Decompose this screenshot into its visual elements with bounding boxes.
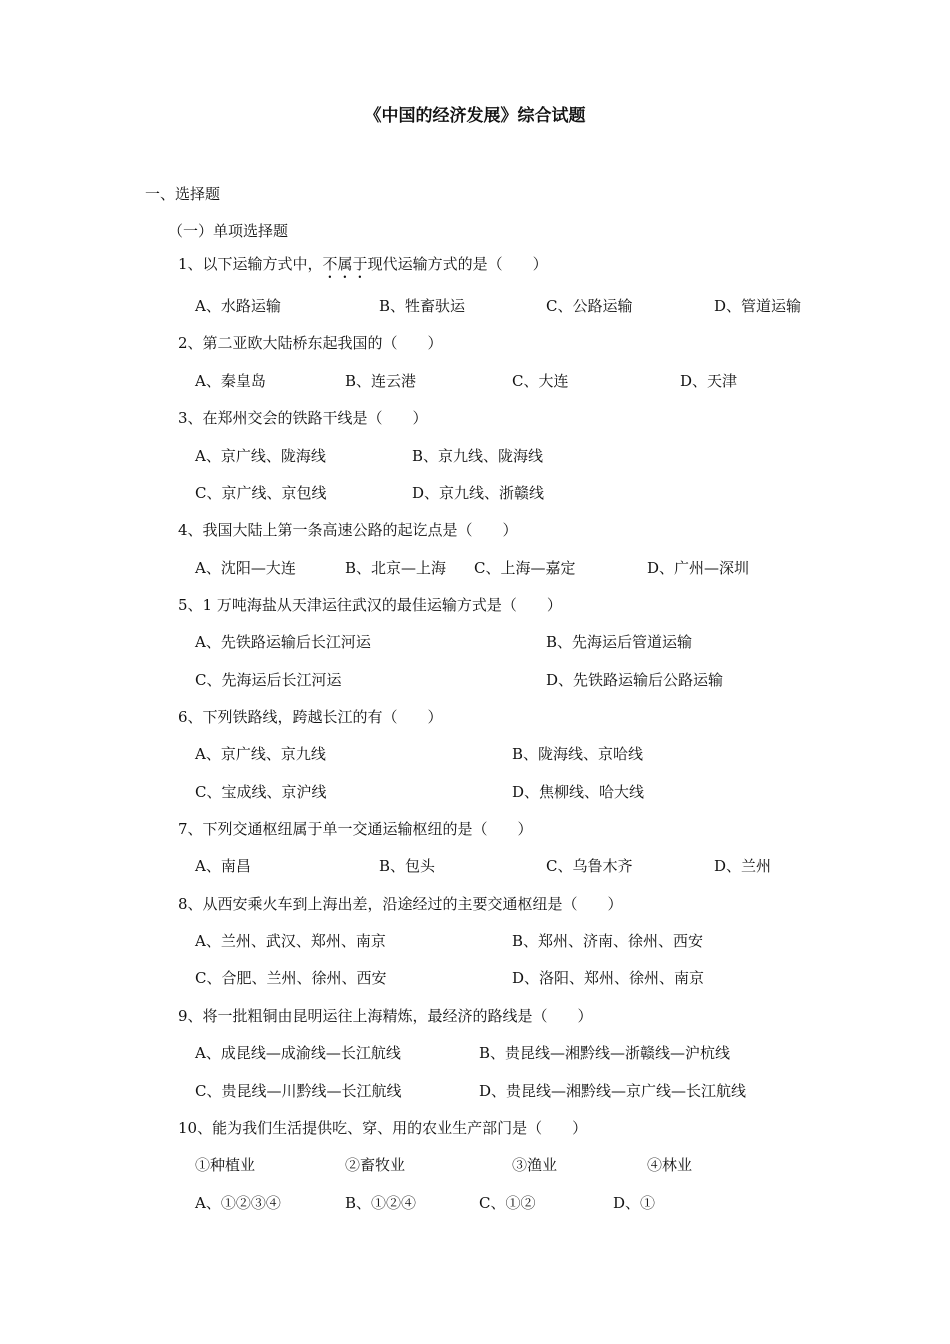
question-6-option-d: D、焦柳线、哈大线	[512, 783, 645, 801]
question-6-stem: 6、下列铁路线，跨越长江的有（ ）	[178, 708, 443, 726]
question-2-option-a: A、秦皇岛	[195, 372, 266, 390]
question-4-option-a: A、沈阳—大连	[195, 559, 296, 577]
question-4-stem: 4、我国大陆上第一条高速公路的起讫点是（ ）	[178, 521, 518, 539]
page-title: 《中国的经济发展》综合试题	[364, 106, 586, 126]
question-1-option-d: D、管道运输	[714, 297, 802, 315]
question-5-option-a: A、先铁路运输后长江河运	[195, 633, 371, 651]
question-9-option-b: B、贵昆线—湘黔线—浙赣线—沪杭线	[479, 1044, 731, 1062]
emphasis-text: 不属于	[322, 255, 368, 273]
question-4-option-c: C、上海—嘉定	[474, 559, 576, 577]
section-heading: 一、选择题	[145, 185, 221, 203]
question-10-item-2: ②畜牧业	[345, 1156, 406, 1174]
question-5-stem: 5、1 万吨海盐从天津运往武汉的最佳运输方式是（ ）	[178, 596, 562, 614]
question-6-option-c: C、宝成线、京沪线	[195, 783, 327, 801]
question-9-option-d: D、贵昆线—湘黔线—京广线—长江航线	[479, 1082, 747, 1100]
question-10-option-d: D、①	[613, 1194, 656, 1212]
question-7-option-c: C、乌鲁木齐	[546, 857, 633, 875]
question-3-option-c: C、京广线、京包线	[195, 484, 327, 502]
question-2-stem: 2、第二亚欧大陆桥东起我国的（ ）	[178, 334, 443, 352]
question-9-stem: 9、将一批粗铜由昆明运往上海精炼，最经济的路线是（ ）	[178, 1007, 593, 1025]
question-10-item-4: ④林业	[647, 1156, 693, 1174]
question-8-stem: 8、从西安乘火车到上海出差，沿途经过的主要交通枢纽是（ ）	[178, 895, 623, 913]
question-8-option-d: D、洛阳、郑州、徐州、南京	[512, 969, 705, 987]
question-10-option-b: B、①②④	[345, 1194, 417, 1212]
question-8-option-a: A、兰州、武汉、郑州、南京	[195, 932, 386, 950]
question-3-option-a: A、京广线、陇海线	[195, 447, 326, 465]
question-6-option-b: B、陇海线、京哈线	[512, 745, 644, 763]
question-9-option-c: C、贵昆线—川黔线—长江航线	[195, 1082, 402, 1100]
question-7-option-d: D、兰州	[714, 857, 772, 875]
question-4-option-d: D、广州—深圳	[647, 559, 750, 577]
question-3-option-b: B、京九线、陇海线	[412, 447, 544, 465]
question-3-option-d: D、京九线、浙赣线	[412, 484, 545, 502]
question-8-option-b: B、郑州、济南、徐州、西安	[512, 932, 704, 950]
question-7-stem: 7、下列交通枢纽属于单一交通运输枢纽的是（ ）	[178, 820, 533, 838]
question-2-option-c: C、大连	[512, 372, 569, 390]
question-7-option-b: B、包头	[379, 857, 436, 875]
question-2-option-b: B、连云港	[345, 372, 417, 390]
question-7-option-a: A、南昌	[195, 857, 251, 875]
question-6-option-a: A、京广线、京九线	[195, 745, 326, 763]
question-2-option-d: D、天津	[680, 372, 738, 390]
question-1-option-b: B、牲畜驮运	[379, 297, 466, 315]
subsection-heading: （一）单项选择题	[168, 222, 289, 240]
question-10-stem: 10、能为我们生活提供吃、穿、用的农业生产部门是（ ）	[178, 1119, 588, 1137]
question-10-item-1: ①种植业	[195, 1156, 256, 1174]
question-3-stem: 3、在郑州交会的铁路干线是（ ）	[178, 409, 428, 427]
question-10-item-3: ③渔业	[512, 1156, 558, 1174]
question-10-option-c: C、①②	[479, 1194, 536, 1212]
question-4-option-b: B、北京—上海	[345, 559, 447, 577]
question-1-option-c: C、公路运输	[546, 297, 633, 315]
question-5-option-c: C、先海运后长江河运	[195, 671, 342, 689]
question-1-option-a: A、水路运输	[195, 297, 281, 315]
question-5-option-d: D、先铁路运输后公路运输	[546, 671, 724, 689]
question-1-stem: 1、以下运输方式中，不属于现代运输方式的是（ ）	[178, 255, 548, 273]
question-9-option-a: A、成昆线—成渝线—长江航线	[195, 1044, 401, 1062]
question-8-option-c: C、合肥、兰州、徐州、西安	[195, 969, 387, 987]
question-10-option-a: A、①②③④	[195, 1194, 281, 1212]
question-5-option-b: B、先海运后管道运输	[546, 633, 693, 651]
